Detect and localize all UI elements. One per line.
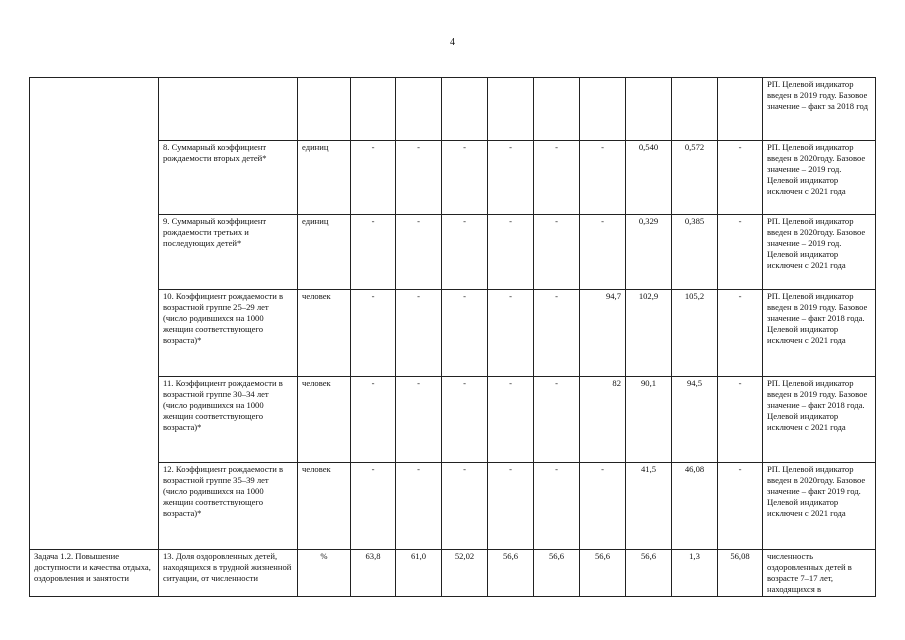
indicator-cell: 9. Суммарный коэффициент рождаемости третьих и последующих детей* xyxy=(159,215,298,290)
value-cell: - xyxy=(534,141,580,215)
value-cell: - xyxy=(396,290,442,377)
value-cell: - xyxy=(718,215,763,290)
value-cell xyxy=(534,78,580,141)
note-cell: РП. Целевой индикатор введен в 2019 году. Базовое значение – факт 2018 года. Целевой индикатор исключен с 2021 года xyxy=(763,290,876,377)
value-cell: - xyxy=(580,215,626,290)
indicator-cell: 12. Коэффициент рождаемости в возрастной группе 35–39 лет (число родившихся на 1000 женщин соответствующего возраста)* xyxy=(159,463,298,550)
value-cell: - xyxy=(534,290,580,377)
value-cell xyxy=(351,78,396,141)
value-cell: - xyxy=(351,290,396,377)
note-cell: РП. Целевой индикатор введен в 2019 году. Базовое значение – факт за 2018 год xyxy=(763,78,876,141)
table-row xyxy=(30,550,876,597)
value-cell: 90,1 xyxy=(626,377,672,463)
value-cell xyxy=(442,78,488,141)
value-cell: 102,9 xyxy=(626,290,672,377)
value-cell: - xyxy=(718,141,763,215)
value-cell: - xyxy=(442,290,488,377)
unit-cell: человек xyxy=(298,377,351,463)
value-cell: - xyxy=(396,463,442,550)
value-cell: 63,8 xyxy=(351,550,396,597)
indicator-cell: 10. Коэффициент рождаемости в возрастной группе 25–29 лет (число родившихся на 1000 женщин соответствующего возраста)* xyxy=(159,290,298,377)
value-cell: - xyxy=(534,463,580,550)
value-cell: 94,5 xyxy=(672,377,718,463)
value-cell: - xyxy=(718,377,763,463)
value-cell: - xyxy=(351,463,396,550)
value-cell: - xyxy=(488,377,534,463)
value-cell: 82 xyxy=(580,377,626,463)
task-cell-empty xyxy=(30,78,159,550)
value-cell: - xyxy=(580,141,626,215)
value-cell xyxy=(396,78,442,141)
unit-cell: человек xyxy=(298,290,351,377)
value-cell: 61,0 xyxy=(396,550,442,597)
value-cell xyxy=(626,78,672,141)
page-number: 4 xyxy=(450,37,455,48)
value-cell: - xyxy=(488,463,534,550)
note-cell: РП. Целевой индикатор введен в 2020году. Базовое значение – 2019 год. Целевой индикатор исключен с 2021 года xyxy=(763,141,876,215)
value-cell: 56,6 xyxy=(488,550,534,597)
table-row xyxy=(30,78,876,141)
value-cell: 0,540 xyxy=(626,141,672,215)
value-cell: - xyxy=(351,377,396,463)
note-cell: численность оздоровленных детей в возрасте 7–17 лет, находящихся в xyxy=(763,550,876,597)
indicator-cell xyxy=(159,78,298,141)
note-cell: РП. Целевой индикатор введен в 2020году. Базовое значение – 2019 год. Целевой индикатор исключен с 2021 года xyxy=(763,215,876,290)
value-cell: - xyxy=(488,290,534,377)
value-cell: - xyxy=(718,290,763,377)
value-cell: 56,6 xyxy=(580,550,626,597)
value-cell: - xyxy=(488,141,534,215)
value-cell: 56,6 xyxy=(626,550,672,597)
note-cell: РП. Целевой индикатор введен в 2019 году. Базовое значение – факт 2018 года. Целевой индикатор исключен с 2021 года xyxy=(763,377,876,463)
value-cell: - xyxy=(718,463,763,550)
unit-cell xyxy=(298,78,351,141)
value-cell xyxy=(718,78,763,141)
value-cell: 56,08 xyxy=(718,550,763,597)
value-cell: - xyxy=(442,141,488,215)
value-cell: 41,5 xyxy=(626,463,672,550)
value-cell: - xyxy=(351,215,396,290)
value-cell: 46,08 xyxy=(672,463,718,550)
task-cell: Задача 1.2. Повышение доступности и качества отдыха, оздоровления и занятости xyxy=(30,550,159,597)
value-cell: 0,385 xyxy=(672,215,718,290)
indicators-table xyxy=(29,77,876,597)
value-cell: - xyxy=(580,463,626,550)
unit-cell: единиц xyxy=(298,215,351,290)
value-cell: - xyxy=(442,377,488,463)
value-cell: 105,2 xyxy=(672,290,718,377)
unit-cell: человек xyxy=(298,463,351,550)
note-cell: РП. Целевой индикатор введен в 2020году. Базовое значение – факт 2019 год. Целевой индикатор исключен с 2021 года xyxy=(763,463,876,550)
indicator-cell: 8. Суммарный коэффициент рождаемости вторых детей* xyxy=(159,141,298,215)
value-cell: - xyxy=(534,215,580,290)
value-cell: - xyxy=(442,215,488,290)
value-cell: - xyxy=(488,215,534,290)
value-cell: - xyxy=(351,141,396,215)
indicator-cell: 13. Доля оздоровленных детей, находящихся в трудной жизненной ситуации, от численности xyxy=(159,550,298,597)
value-cell: - xyxy=(396,141,442,215)
value-cell: 0,329 xyxy=(626,215,672,290)
value-cell xyxy=(488,78,534,141)
unit-cell: единиц xyxy=(298,141,351,215)
value-cell: - xyxy=(396,377,442,463)
value-cell: 94,7 xyxy=(580,290,626,377)
value-cell: - xyxy=(534,377,580,463)
value-cell: - xyxy=(442,463,488,550)
value-cell: 0,572 xyxy=(672,141,718,215)
value-cell: 1,3 xyxy=(672,550,718,597)
value-cell: 52,02 xyxy=(442,550,488,597)
indicator-cell: 11. Коэффициент рождаемости в возрастной группе 30–34 лет (число родившихся на 1000 женщин соответствующего возраста)* xyxy=(159,377,298,463)
value-cell: - xyxy=(396,215,442,290)
unit-cell: % xyxy=(298,550,351,597)
value-cell xyxy=(672,78,718,141)
value-cell xyxy=(580,78,626,141)
value-cell: 56,6 xyxy=(534,550,580,597)
